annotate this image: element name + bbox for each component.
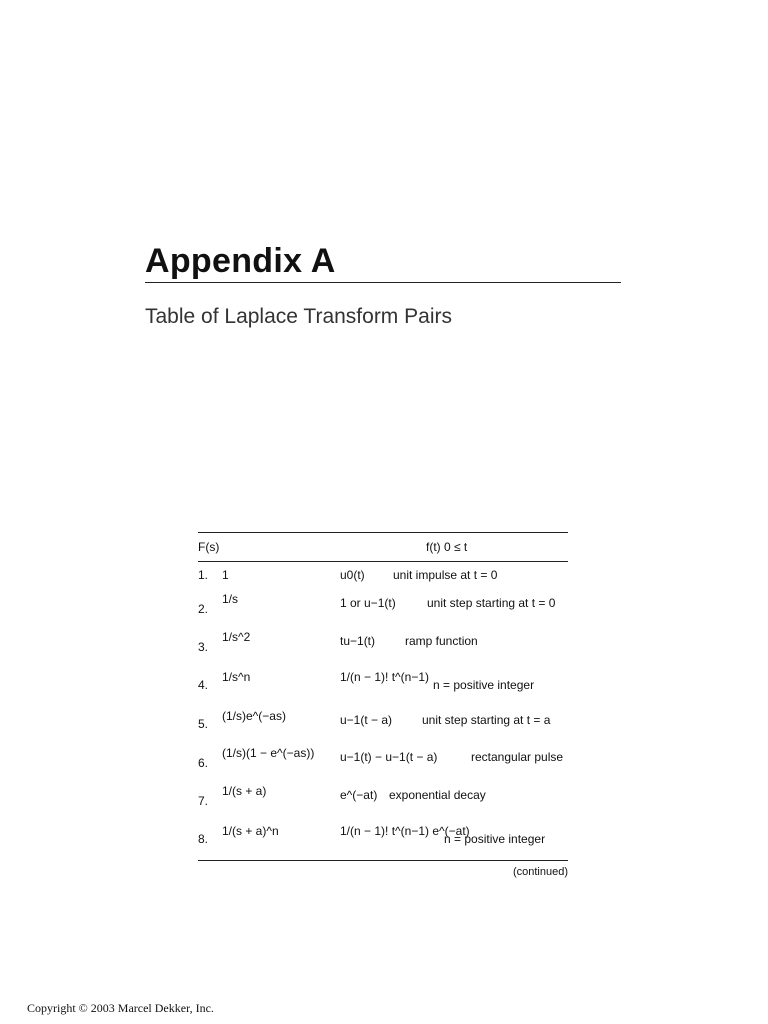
row-fs: (1/s)(1 − e^(−as)): [222, 746, 315, 760]
row-desc: unit step starting at t = 0: [427, 596, 556, 610]
header-ft: f(t) 0 ≤ t: [426, 540, 468, 554]
row-ft: u−1(t − a): [340, 713, 393, 727]
row-fs: 1/s^n: [222, 670, 251, 684]
row-fs: 1/(s + a)^n: [222, 824, 279, 838]
row-desc: unit step starting at t = a: [422, 713, 551, 727]
row-desc: unit impulse at t = 0: [393, 568, 498, 582]
row-number: 6.: [198, 756, 209, 770]
row-ft: u−1(t) − u−1(t − a): [340, 750, 438, 764]
table-top-rule: [198, 532, 568, 533]
row-number: 5.: [198, 717, 209, 731]
page-subtitle: Table of Laplace Transform Pairs: [145, 305, 452, 328]
row-ft: 1/(n − 1)! t^(n−1): [340, 670, 430, 684]
page-title: Appendix A: [145, 242, 336, 280]
table-header-rule: [198, 561, 568, 562]
row-fs: 1/(s + a): [222, 784, 267, 798]
row-number: 2.: [198, 602, 209, 616]
row-fs: 1: [222, 568, 229, 582]
row-desc: rectangular pulse: [471, 750, 564, 764]
row-number: 1.: [198, 568, 209, 582]
row-ft: 1/(n − 1)! t^(n−1) e^(−at): [340, 824, 470, 838]
title-rule: [145, 282, 621, 283]
row-fs: 1/s^2: [222, 630, 251, 644]
row-desc: n = positive integer: [444, 832, 546, 846]
copyright-notice: Copyright © 2003 Marcel Dekker, Inc.: [27, 1001, 214, 1015]
row-desc: n = positive integer: [433, 678, 535, 692]
header-fs: F(s): [198, 540, 220, 554]
row-ft: tu−1(t): [340, 634, 376, 648]
row-number: 7.: [198, 794, 209, 808]
row-ft: 1 or u−1(t): [340, 596, 396, 610]
row-desc: exponential decay: [389, 788, 486, 802]
row-desc: ramp function: [405, 634, 478, 648]
table-bottom-rule: [198, 860, 568, 861]
row-number: 4.: [198, 678, 209, 692]
row-ft: u0(t): [340, 568, 365, 582]
row-number: 8.: [198, 832, 209, 846]
row-fs: 1/s: [222, 592, 239, 606]
continued-note: (continued): [512, 866, 568, 878]
row-number: 3.: [198, 640, 209, 654]
row-ft: e^(−at): [340, 788, 378, 802]
row-fs: (1/s)e^(−as): [222, 709, 286, 723]
laplace-table: [198, 532, 568, 878]
